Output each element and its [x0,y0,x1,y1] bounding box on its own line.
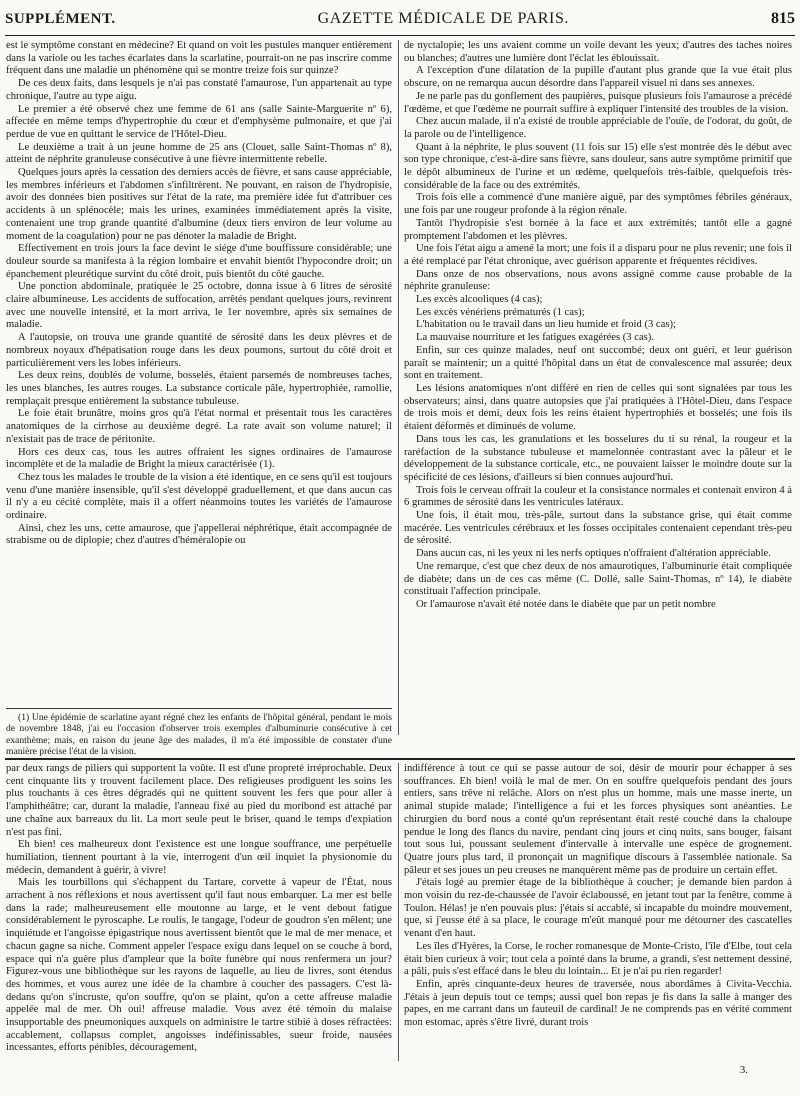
paragraph: L'habitation ou le travail dans un lieu humide et froid (3 cas); [416,319,676,331]
paragraph: De ces deux faits, dans lesquels je n'ai pas constaté l'amaurose, l'un appartenait au type chronique, l'autre au type aigu. [6,78,392,102]
paragraph: Enfin, sur ces quinze malades, neuf ont succombé; deux ont guéri, et leur guérison paraît se maintenir; un a quitté l'hôpital dans un état de convalescence mal assurée; deux sont en traitement. [404,344,792,382]
paragraph: Trois fois le cerveau offrait la couleur et la consistance normales et contenait environ 4 à 6 grammes de sérosité dans les ventricules latéraux. [404,484,792,509]
paragraph: Le premier a été observé chez une femme de 61 ans (salle Sainte-Marguerite nº 6), affectée en même temps d'hypertrophie du cœur et d'emphysème pulmonaire, et que j'ai perdue de vue en quittant le service de l'Hôtel-Dieu. [6,103,392,140]
paragraph: Une remarque, c'est que chez deux de nos amaurotiques, l'albuminurie était compliquée de diabète; dans un de ces cas même (C. Dollé, salle Saint-Thomas, nº 14), le diabète constituait l'affection principale. [404,560,792,598]
paragraph: Une fois l'état aigu a amené la mort; une fois il a disparu pour ne plus revenir; une fois il a été remplacé par l'état chronique, avec guérison apparente et fréquentes récidives. [404,243,792,267]
paragraph: Les excès vénériens prématurés (1 cas); [416,306,585,318]
paragraph: Hors ces deux cas, tous les autres offraient les signes ordinaires de l'amaurose incomplète et de la maladie de Bright la mieux caractérisée (1). [6,446,392,471]
paragraph: Les excès alcooliques (4 cas); [416,294,543,306]
paragraph: Eh bien! ces malheureux dont l'existence est une longue souffrance, une perpétuelle humiliation, tiennent pourtant à la vie, interrogent d'un œil inquiet la physionomie du médecin, demandent à guérir, à vivre! [6,839,392,876]
paragraph: Ainsi, chez les uns, cette amaurose, que j'appellerai néphrétique, était accompagnée de strabisme ou de diplopie; chez d'autres d'héméralopie ou [6,522,392,547]
paragraph: Une fois, il était mou, très-pâle, surtout dans la substance grise, qui était comme macérée. Les ventricules cérébraux et les fosses occipitales contenaient cependant très-peu de sérosité. [404,510,792,547]
supplement-label: SUPPLÉMENT. [5,11,116,27]
paragraph: Les deux reins, doublés de volume, bosselés, étaient parsemés de nombreuses taches, les unes blanches, les autres rouges. La substance corticale pâle, hypertrophiée, ramollie, remplaçait presque entièrement la substance tubuleuse. [6,370,392,407]
paragraph: Dans onze de nos observations, nous avons assigné comme cause probable de la néphrite granuleuse: [404,268,792,293]
journal-title: GAZETTE MÉDICALE DE PARIS. [317,10,570,27]
paragraph: Les lésions anatomiques n'ont différé en rien de celles qui sont signalées par tous les observateurs; ainsi, dans quatre autopsies que j'ai pratiquées à l'Hôtel-Dieu, dans l'espace de trois mois et demi, deux fois les reins étaient hypertrophiés et bosselés; une fois ils étaient déformés et diminués de volume. [404,382,792,433]
paragraph: Le deuxième a trait à un jeune homme de 25 ans (Clouet, salle Saint-Thomas nº 8), atteint de néphrite granuleuse consécutive à une fièvre intermittente rebelle. [6,141,392,166]
top-right-column [404,40,792,752]
paragraph: est le symptôme constant en médecine? Et quand on voit les pustules manquer entièrement dans la variole ou les taches écarlates dans la scarlatine, pourrait-on ne pas inscrire comme fréquent dans une maladie un phénomène qui se montre treize fois sur quinze? [6,40,392,77]
column-divider [398,40,399,735]
paragraph: Les îles d'Hyères, la Corse, le rocher romanesque de Monte-Cristo, l'île d'Elbe, tout cela était bien curieux à voir; tout cela a pointé dans la brume, a grandi, s'est nettement dessiné, a pâli, puis s'est effacé dans le bleu du lointain... Et je n'ai pu rien regarder! [404,940,792,978]
paragraph: A l'exception d'une dilatation de la pupille d'autant plus grande que la vue était plus obscure, on ne remarqua aucun désordre dans l'appareil visuel ni dans ses annexes. [404,65,792,90]
footnote-rule [6,708,392,709]
paragraph: Chez tous les malades le trouble de la vision a été identique, en ce sens qu'il est toujours venu d'une manière insensible, qu'il s'est développé graduellement, et que dans aucun cas il n'y a eu cécité complète, mais il a offert néanmoins toutes les variétés de l'amaurose ordinaire. [6,471,392,522]
page-number: 815 [770,10,795,27]
paragraph: Le foie était brunâtre, moins gros qu'à l'état normal et présentait tous les caractères anatomiques de la cirrhose au deuxième degré. La rate avait son volume naturel; il n'existait pas de trace de péritonite. [6,408,392,445]
page-header [5,10,795,32]
footnote-text: (1) Une épidémie de scarlatine ayant régné chez les enfants de l'hôpital général, pendant le mois de novembre 1848, j'ai eu l'occasion d'observer trois exemples d'albuminurie consécutive à cet exanthème; mais, en raison du jeune âge des malades, il m'a été impossible de constater d'une manière précise l'état de la vision. [6,712,392,758]
paragraph: A l'autopsie, on trouva une grande quantité de sérosité dans les deux plèvres et de nombreux noyaux d'hépatisation rouge dans les deux poumons, surtout du côté droit et particulièrement vers les lobes inférieurs. [6,332,392,369]
paragraph: Quant à la néphrite, le plus souvent (11 fois sur 15) elle s'est montrée dès le début avec son type chronique, c'est-à-dire sans fièvre, sans douleur, sans autre symptôme primitif que le dépôt albumineux de l'urine et un œdème, quelquefois très-faible, quelquefois très-considérable de la face ou des extrémités. [404,141,792,191]
bottom-column-divider [398,763,399,1061]
paragraph: indifférence à tout ce qui se passe autour de soi, désir de mourir pour échapper à ses souffrances. Eh bien! voilà le mal de mer. On en souffre quelquefois pendant des jours entiers, sans trêve ni relâche. Alors on n'est plus un homme, mais une masse inerte, un animal stupide malade; l'intelligence a fui et les forces physiques sont anéanties. Le chirurgien du bord nous a conté qu'un représentant était resté couché dans la chaloupe pendue le long des flancs du navire, pendant cinq jours et cinq nuits, sans bouger, faisant tout sous lui, poussant seulement d'intervalle à intervalle une espèce de grognement. Quatre jours plus tard, il prononçait un magnifique discours à l'assemblée nationale. Sa pâleur et ses joues un peu creuses ne manquèrent même pas de produire un certain effet. [404,763,792,876]
footnote-block [6,708,392,758]
paragraph: Mais les tourbillons qui s'échappent du Tartare, corvette à vapeur de l'État, nous arrachent à nos réflexions et nous avertissent qu'il faut nous embarquer. La mer est belle dans la rade; malheureusement elle moutonne au large, et le vent debout fatigue considérablement le pyroscaphe. Le roulis, le tangage, l'odeur de goudron s'en mêlent; une inquiétude et l'angoisse épigastrique nous avertissent bientôt que le mal de mer menace, et chacun gagne sa niche. Comment appeler l'espace exigu dans lequel on se couche à bord, espace qui n'a guère plus d'ampleur que la boîte funèbre qui nous renfermera un jour? Figurez-vous une bibliothèque sur les rayons de laquelle, au lieu de livres, sont étendus des hommes, et vous aurez une idée de la chambre à coucher des passagers. C'est là-dedans qu'on s'incruste, qu'on souffre, qu'on se plaint, qu'on a cette affreuse maladie appelée mal de mer. Oh oui! affreuse maladie. Vous avez été témoin du malaise insupportable des pneumoniques auxquels on administre le tartre stibié à doses réfractées: accablement, collapsus complet, angoisses indéfinissables, sueur froide, nausées incessantes, efforts pénibles, découragement, [6,877,392,1054]
paragraph: de nyctalopie; les uns avaient comme un voile devant les yeux; d'autres des taches noires ou blanches; d'autres une lumière dont l'éclat les éblouissait. [404,40,792,64]
header-rule [5,35,795,36]
paragraph: J'étais logé au premier étage de la bibliothèque à coucher; je demande bien pardon à mon voisin du rez-de-chaussée de l'avoir éclaboussé, en jetant tout par la fenêtre, comme à Toulon. Hélas! je n'en pouvais plus: j'étais si accablé, si incapable du moindre mouvement, que, si j'eusse été à sa place, le courage m'eût manqué pour me détourner des cascatelles venant d'en haut. [404,877,792,940]
paragraph: Dans tous les cas, les granulations et les bosselures du ti su rénal, la rougeur et la raréfaction de la substance tubuleuse et mamelonnée contrastant avec la pâleur et le développement de la substance corticale, etc., ne pouvaient laisser le moindre doute sur la spécificité de ces lésions, d'ailleurs si bien connues aujourd'hui. [404,433,792,483]
paragraph: Tantôt l'hydropisie s'est bornée à la face et aux extrémités; tantôt elle a gagné promptement l'abdomen et les plèvres. [404,217,792,242]
paragraph: La mauvaise nourriture et les fatigues exagérées (3 cas). [416,332,654,344]
paragraph: Quelques jours après la cessation des derniers accès de fièvre, et sans cause appréciable, les membres inférieurs et l'abdomen s'infiltrèrent. Ne pouvant, en raison de l'hydropisie, avoir des données bien positives sur l'état de la rate, ma première idée fut d'attribuer ces accidents à un splénocèle; mais les urines, examinées immédiatement après la visite, contenaient une trop grande quantité d'albumine (deux tiers environ de leur volume au moment de la coagulation) pour ne pas dénoter la maladie de Bright. [6,167,392,242]
top-left-column [6,40,392,688]
paragraph: Je ne parle pas du gonflement des paupières, puisque plusieurs fois l'amaurose a précédé l'œdème, et que l'œdème ne pourrait suffire à expliquer l'intensité des troubles de la vision. [404,90,792,115]
paragraph: Or l'amaurose n'avait été notée dans le diabète que par un petit nombre [416,598,716,610]
section-rule [5,758,795,760]
paragraph: Trois fois elle a commencé d'une manière aiguë, par des symptômes fébriles généraux, une fois par une rougeur profonde à la région rénale. [404,192,792,217]
sheet-signature: 3. [739,1064,748,1076]
bottom-left-column [6,763,392,1061]
paragraph: Une ponction abdominale, pratiquée le 25 octobre, donna issue à 6 litres de sérosité claire albumineuse. Les accidents de suffocation, arrêtés pendant quelques jours, revinrent avec une nouvelle intensité, et la mort arriva, le 1er novembre, après six semaines de maladie. [6,281,392,331]
paragraph: Effectivement en trois jours la face devint le siége d'une bouffissure considérable; une douleur sourde sa manifesta à la région lombaire et envahit bientôt l'hypocondre droit; un épanchement pleurétique survint du côté droit, puis bientôt du côté gauche. [6,243,392,280]
paragraph: par deux rangs de piliers qui supportent la voûte. Il est d'une propreté irréprochable. Deux cent cinquante lits y trouvent facilement place. Des religieuses prodiguent les soins les plus touchants à ces êtres dégradés qui ne quittent souvent les fers que pour aller à l'amphithéâtre; car, durant la maladie, l'anneau fixé au pied du moribond est attaché par une chaîne aux barreaux du lit. La mort seule peut le briser, quand le temps d'expiation n'est pas fini. [6,763,392,838]
paragraph: Chez aucun malade, il n'a existé de trouble appréciable de l'ouïe, de l'odorat, du goût, de la parole ou de l'intelligence. [404,116,792,140]
paragraph: Dans aucun cas, ni les yeux ni les nerfs optiques n'offraient d'altération appréciable. [416,548,771,560]
bottom-right-column [404,763,792,1061]
paragraph: Enfin, après cinquante-deux heures de traversée, nous abordâmes à Civita-Vecchia. J'étais à jeun depuis tout ce temps; aussi quel bon repas je fis dans la salle à manger des papes, en me carrant dans un fauteuil de cardinal! Je ne comprends pas en vérité comment mon estomac, après s'être livré, durant trois [404,978,792,1029]
